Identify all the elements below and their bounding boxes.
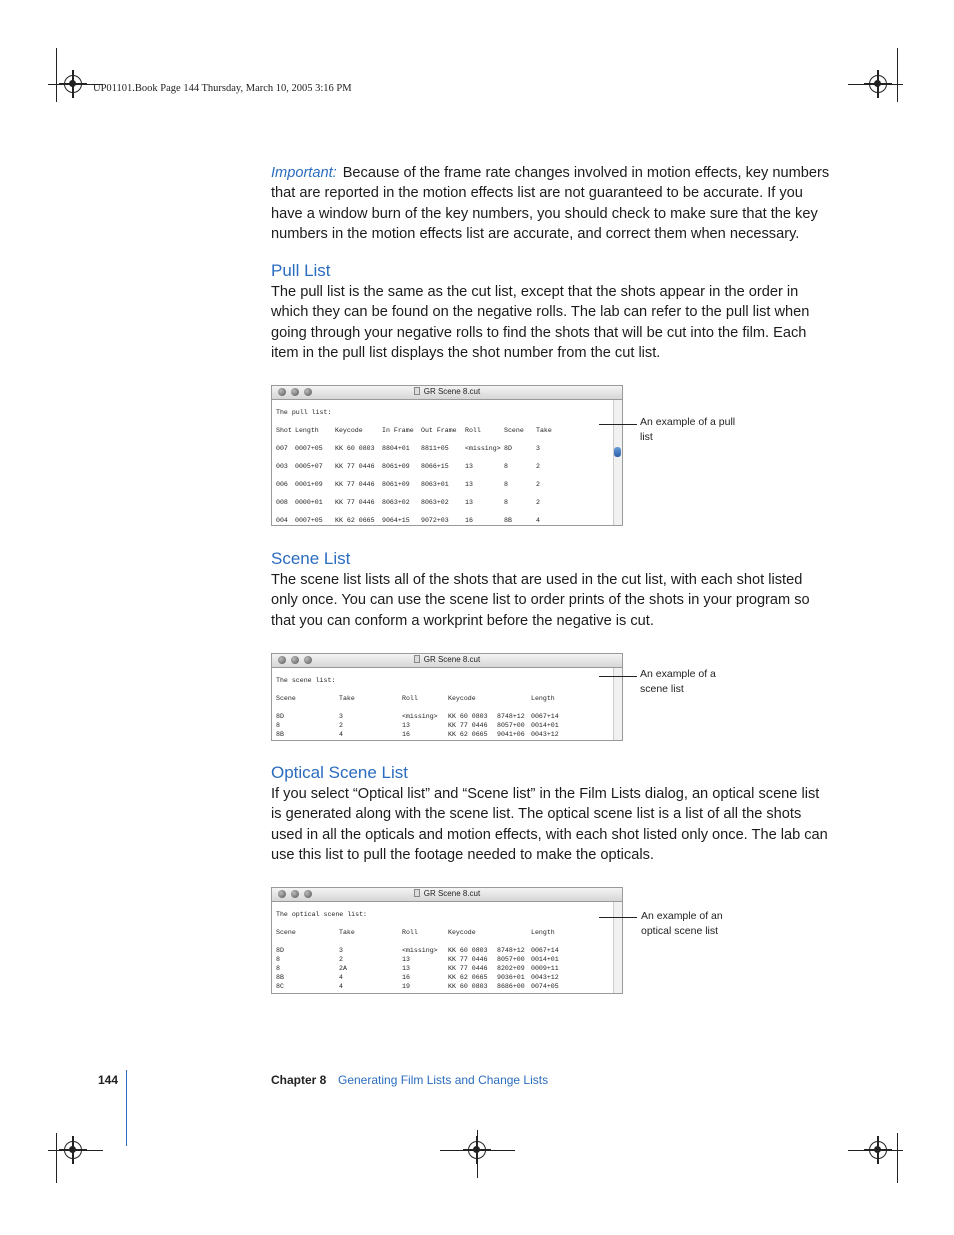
table-cell: 8686+00 [497, 983, 525, 990]
table-cell: 9072+03 [421, 517, 449, 524]
table-cell: 0014+01 [531, 956, 559, 963]
column-header: In Frame [382, 427, 414, 434]
registration-mark-icon [869, 75, 887, 93]
table-cell: 2 [536, 463, 540, 470]
window-titlebar [272, 888, 622, 902]
table-cell: 0067+14 [531, 713, 559, 720]
table-cell: 9041+06 [497, 731, 525, 738]
pull-list-heading: Pull List [271, 261, 331, 280]
table-cell: 003 [276, 463, 288, 470]
table-cell: KK 77 0446 [448, 722, 488, 729]
table-cell: 0043+12 [531, 974, 559, 981]
important-lead: Important: [271, 165, 337, 181]
table-cell: 13 [402, 965, 410, 972]
table-cell: 8 [504, 463, 508, 470]
callout-leader [599, 424, 637, 425]
table-cell: 2 [536, 481, 540, 488]
optical-scene-list-heading: Optical Scene List [271, 763, 409, 782]
table-cell: 007 [276, 445, 288, 452]
table-cell: 0043+12 [531, 731, 559, 738]
window-titlebar [272, 654, 622, 668]
table-cell: 8202+09 [497, 965, 525, 972]
pull-list-window [271, 385, 623, 526]
table-cell: 0014+01 [531, 722, 559, 729]
footer-chapter: Chapter 8 [271, 1073, 327, 1087]
column-header: Scene [504, 427, 524, 434]
registration-mark-icon [468, 1141, 486, 1159]
table-cell: 0000+01 [295, 499, 323, 506]
table-cell: 8748+12 [497, 713, 525, 720]
optical-scene-list-content [272, 902, 622, 993]
column-header: Take [339, 929, 355, 936]
table-cell: 8057+00 [497, 956, 525, 963]
table-cell: 16 [465, 517, 473, 524]
scene-list-content [272, 668, 622, 740]
table-cell: KK 77 0446 [448, 956, 488, 963]
table-cell: KK 60 0803 [448, 947, 488, 954]
table-cell: 13 [465, 499, 473, 506]
column-header: Keycode [335, 427, 363, 434]
column-header: Roll [465, 427, 481, 434]
table-cell: 13 [402, 956, 410, 963]
optical-scene-list-body: If you select “Optical list” and “Scene list” in the Film Lists dialog, an optical scene list is generated along with the scene list. The optical scene list is a list of all the shots used in all the opticals and motion effects, with each shot listed only once. The lab can use this list to pull the footage needed to make the opticals. [271, 786, 828, 863]
scrollbar[interactable] [613, 400, 622, 525]
scrollbar[interactable] [613, 668, 622, 740]
table-cell: 8D [276, 713, 284, 720]
pull-list-content [272, 400, 622, 525]
scrollbar[interactable] [613, 902, 622, 993]
table-cell: 0067+14 [531, 947, 559, 954]
important-paragraph [271, 163, 831, 244]
table-cell: KK 60 0803 [448, 713, 488, 720]
table-cell: 8D [504, 445, 512, 452]
table-cell: 0005+07 [295, 463, 323, 470]
table-cell: 3 [339, 947, 343, 954]
table-cell: 2 [339, 956, 343, 963]
table-cell: 0001+09 [295, 481, 323, 488]
table-cell: <missing> [465, 445, 501, 452]
column-header: Length [531, 695, 555, 702]
scene-list-heading: Scene List [271, 549, 351, 568]
table-cell: 8811+05 [421, 445, 449, 452]
registration-mark-icon [64, 1141, 82, 1159]
table-cell: 8063+02 [382, 499, 410, 506]
column-header: Scene [276, 929, 296, 936]
column-header: Length [531, 929, 555, 936]
footer-chapter-title: Generating Film Lists and Change Lists [338, 1073, 549, 1087]
registration-mark-icon [64, 75, 82, 93]
scene-list-callout: An example of a scene list [640, 668, 716, 695]
window-title: GR Scene 8.cut [272, 889, 622, 898]
column-header: Take [536, 427, 552, 434]
table-cell: 8B [276, 974, 284, 981]
pull-list-body: The pull list is the same as the cut list, except that the shots appear in the order in which they can be found on the negative rolls. The lab can refer to the pull list when going through your negative rolls to find the shots that will be cut into the film. Each item in the pull list displays the shot number from the cut list. [271, 284, 810, 361]
optical-scene-list-callout: An example of an optical scene list [641, 910, 723, 937]
table-cell: 3 [339, 713, 343, 720]
table-cell: 4 [339, 731, 343, 738]
table-cell: 2 [339, 722, 343, 729]
table-cell: 16 [402, 731, 410, 738]
document-icon [414, 889, 420, 897]
table-cell: 0009+11 [531, 965, 559, 972]
list-title: The optical scene list: [276, 911, 368, 918]
table-cell: 8 [276, 722, 280, 729]
table-cell: KK 60 0803 [448, 983, 488, 990]
column-header: Roll [402, 929, 418, 936]
table-cell: 8061+09 [382, 481, 410, 488]
table-cell: 16 [402, 974, 410, 981]
table-cell: 8063+02 [421, 499, 449, 506]
callout-leader [599, 917, 637, 918]
important-body: Because of the frame rate changes involved in motion effects, key numbers that are reported in the motion effects list are not guaranteed to be accurate. If you have a window burn of the key numbers, you should check to make sure that the key numbers in the motion effects list are accurate, and correct them when necessary. [271, 165, 830, 242]
list-title: The scene list: [276, 677, 336, 684]
list-title: The pull list: [276, 409, 332, 416]
page-number: 144 [98, 1073, 119, 1087]
table-cell: 8 [276, 956, 280, 963]
column-header: Length [295, 427, 319, 434]
table-cell: 8B [504, 517, 512, 524]
scene-list-body: The scene list lists all of the shots that are used in the cut list, with each shot listed only once. You can use the scene list to order prints of the shots in your program so that you can conform a workprint before the negative is cut. [271, 572, 810, 629]
table-cell: KK 62 0665 [335, 517, 375, 524]
column-header: Keycode [448, 929, 476, 936]
window-titlebar [272, 386, 622, 400]
table-cell: 0074+05 [531, 983, 559, 990]
column-header: Scene [276, 695, 296, 702]
table-cell: KK 62 0665 [448, 974, 488, 981]
table-cell: 4 [339, 983, 343, 990]
table-cell: 8B [276, 731, 284, 738]
table-cell: 19 [402, 983, 410, 990]
table-cell: 8 [504, 499, 508, 506]
column-header: Keycode [448, 695, 476, 702]
footer-rule [126, 1070, 127, 1146]
column-header: Out Frame [421, 427, 457, 434]
table-cell: 8D [276, 947, 284, 954]
scroll-thumb[interactable] [614, 447, 621, 457]
table-cell: 4 [339, 974, 343, 981]
window-title: GR Scene 8.cut [272, 655, 622, 664]
column-header: Shot [276, 427, 292, 434]
callout-leader [599, 676, 637, 677]
pull-list-callout: An example of a pull list [640, 416, 736, 443]
table-cell: 2 [536, 499, 540, 506]
table-cell: KK 60 0803 [335, 445, 375, 452]
print-slug: UP01101.Book Page 144 Thursday, March 10, 2005 3:16 PM [93, 83, 352, 94]
table-cell: 006 [276, 481, 288, 488]
table-cell: 8 [504, 481, 508, 488]
table-cell: 8804+01 [382, 445, 410, 452]
table-cell: 8C [276, 983, 284, 990]
table-cell: <missing> [402, 713, 438, 720]
optical-scene-list-window [271, 887, 623, 994]
table-cell: 13 [465, 481, 473, 488]
scene-list-window [271, 653, 623, 741]
table-cell: <missing> [402, 947, 438, 954]
table-cell: 0007+05 [295, 445, 323, 452]
table-cell: 8057+00 [497, 722, 525, 729]
table-cell: 8 [276, 965, 280, 972]
table-cell: 9064+15 [382, 517, 410, 524]
column-header: Take [339, 695, 355, 702]
document-icon [414, 655, 420, 663]
registration-mark-icon [869, 1141, 887, 1159]
window-title: GR Scene 8.cut [272, 387, 622, 396]
table-cell: 2A [339, 965, 347, 972]
table-cell: 008 [276, 499, 288, 506]
table-cell: 0007+05 [295, 517, 323, 524]
table-cell: 004 [276, 517, 288, 524]
table-cell: KK 62 0665 [448, 731, 488, 738]
table-cell: 8066+15 [421, 463, 449, 470]
table-cell: KK 77 0446 [448, 965, 488, 972]
table-cell: KK 77 0446 [335, 481, 375, 488]
table-cell: 8748+12 [497, 947, 525, 954]
table-cell: 8063+01 [421, 481, 449, 488]
table-cell: KK 77 0446 [335, 499, 375, 506]
table-cell: 3 [536, 445, 540, 452]
table-cell: 13 [465, 463, 473, 470]
table-cell: 9036+01 [497, 974, 525, 981]
table-cell: 4 [536, 517, 540, 524]
table-cell: 8061+09 [382, 463, 410, 470]
column-header: Roll [402, 695, 418, 702]
table-cell: KK 77 0446 [335, 463, 375, 470]
table-cell: 13 [402, 722, 410, 729]
document-icon [414, 387, 420, 395]
